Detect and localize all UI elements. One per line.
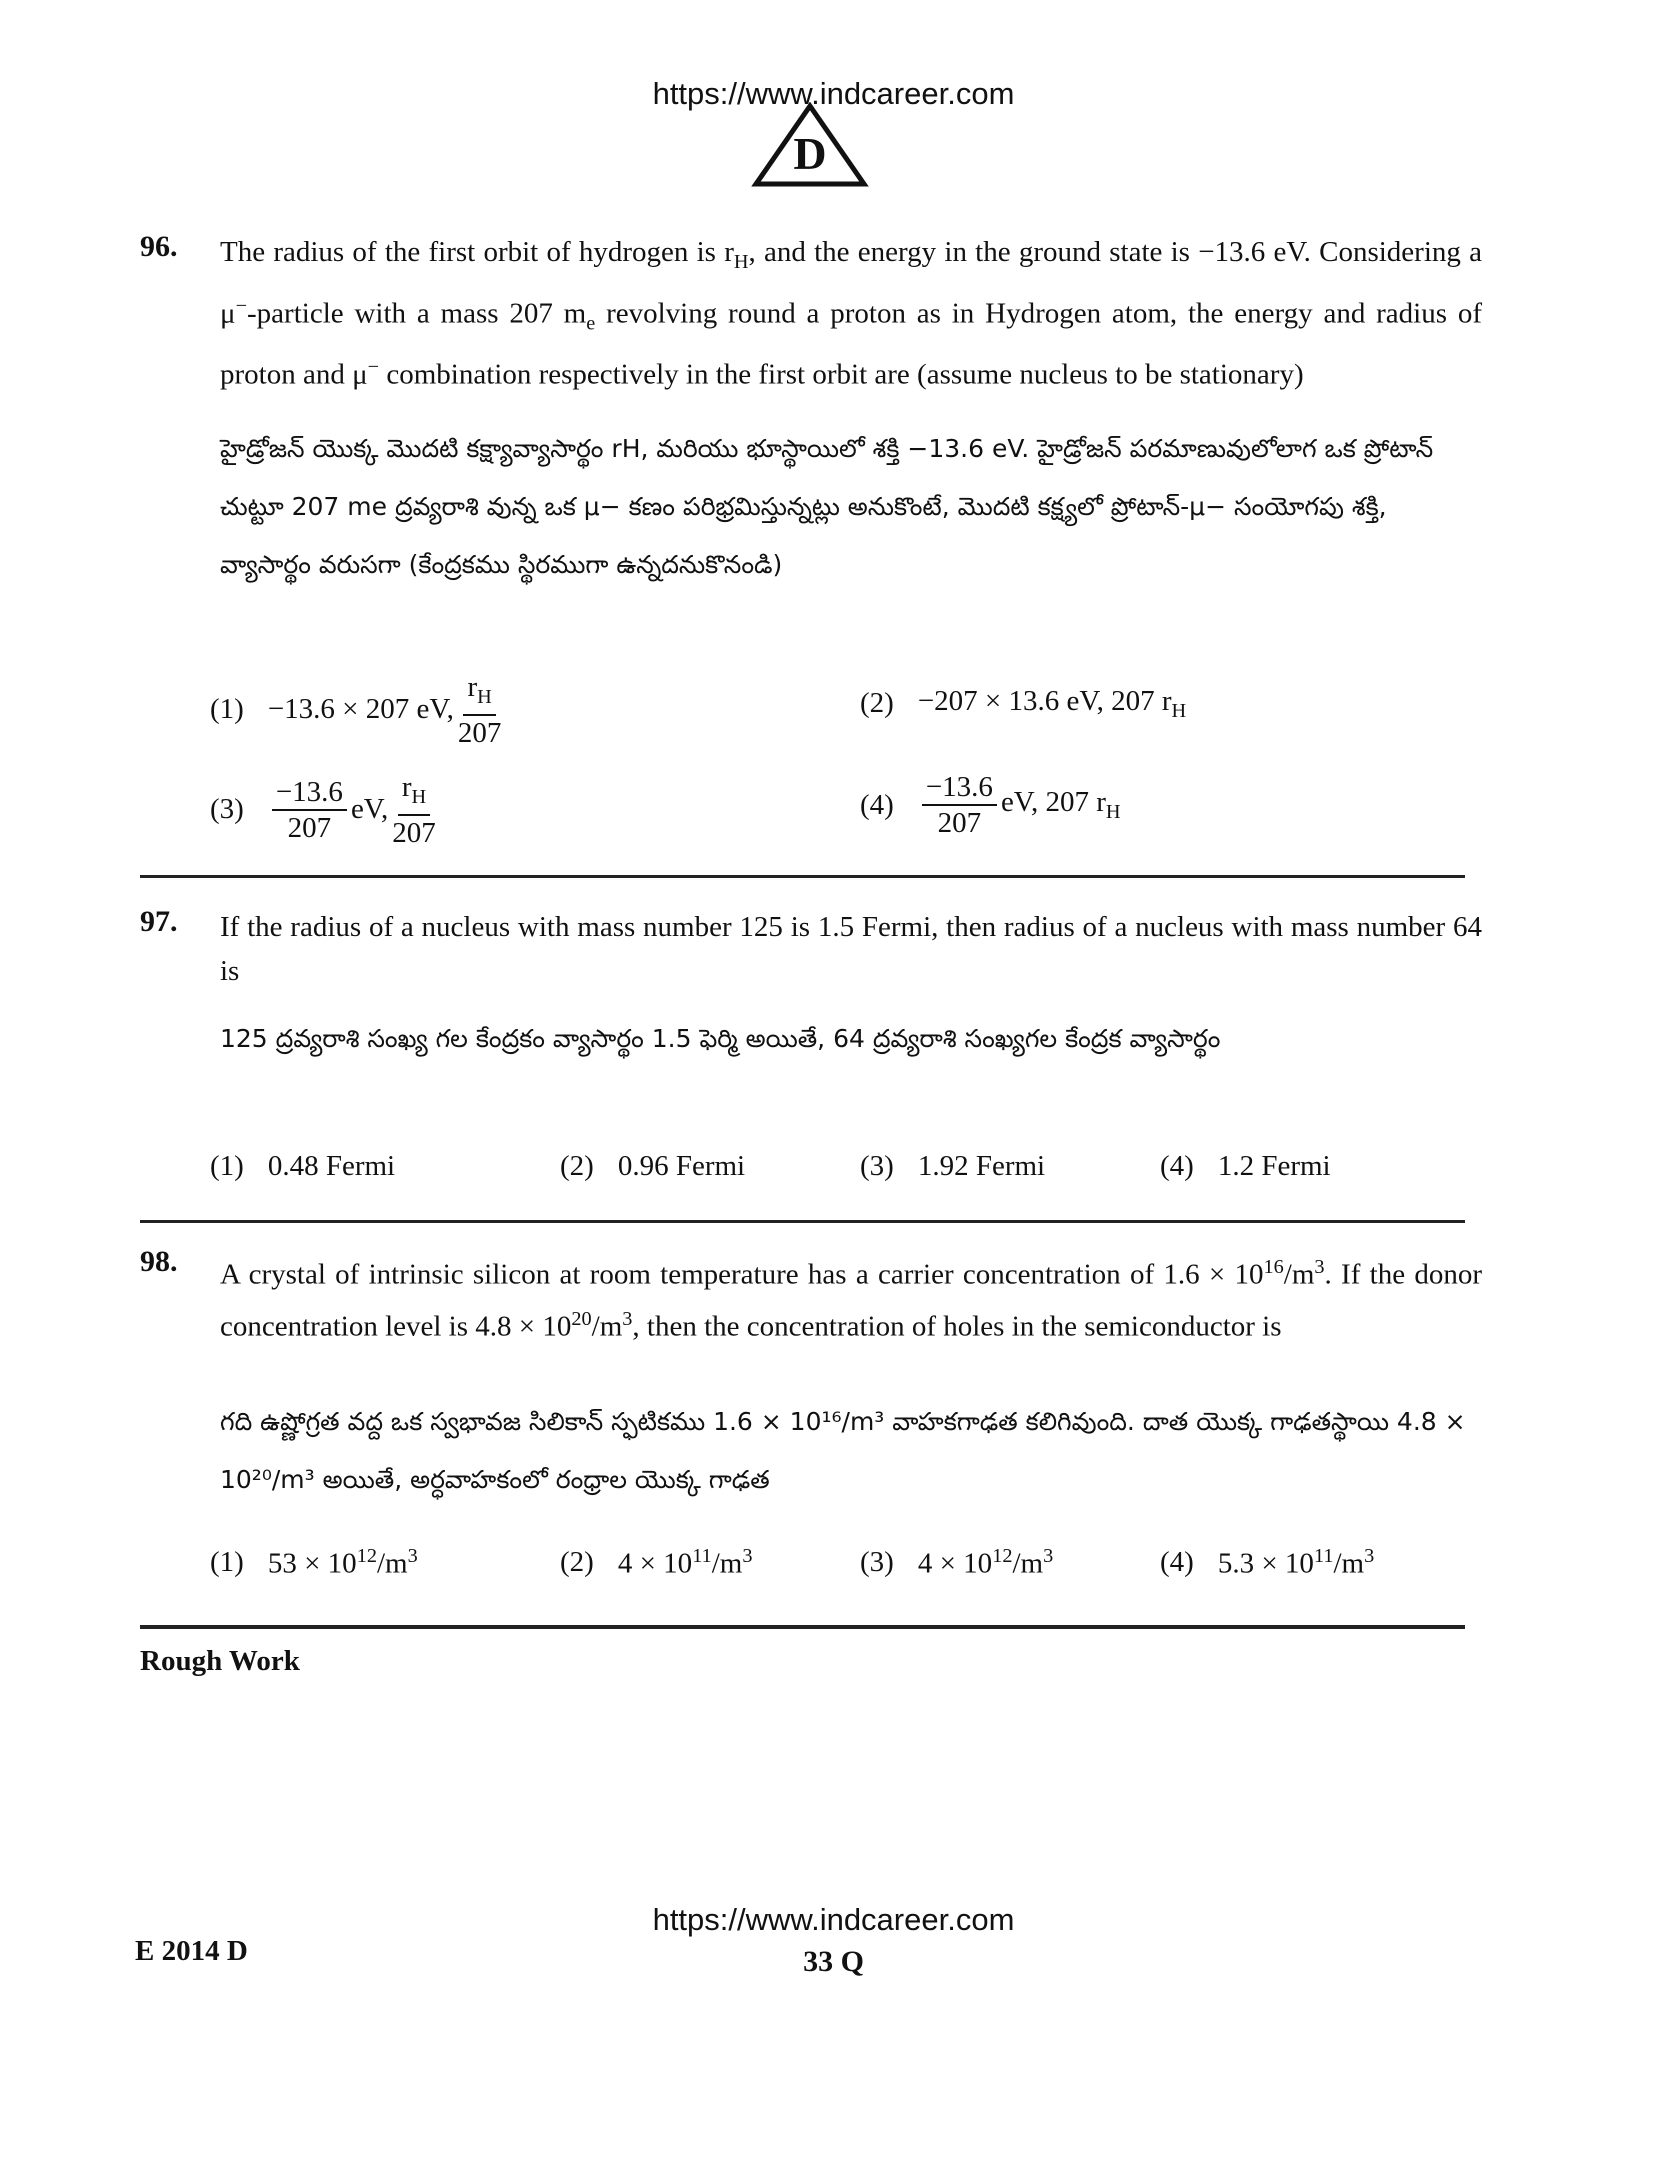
footer-url[interactable]: https://www.indcareer.com <box>652 1902 1015 1937</box>
option-2[interactable] <box>560 1150 745 1183</box>
option-text: 0.96 Fermi <box>617 1150 746 1182</box>
option-number: (2) <box>860 687 894 720</box>
question-text-telugu: గది ఉష్ణోగ్రత వద్ద ఒక స్వభావజ సిలికాన్ స్ఫటికము 1.6 × 10¹⁶/m³ వాహకగాఢత కలిగివుంది. దాత యొక్క గాఢతస్థాయి 4.8 × 10²⁰/m³ అయితే, అర్ధవాహకంలో రంధ్రాల యొక్క గాఢత <box>220 1407 1466 1494</box>
option-text: 0.48 Fermi <box>267 1150 396 1182</box>
question-98 <box>140 1245 1480 1605</box>
page-number: 33 Q <box>803 1945 864 1978</box>
booklet-code: D <box>793 128 827 179</box>
exam-code: E 2014 D <box>135 1935 248 1967</box>
question-text-english: If the radius of a nucleus with mass number 125 is 1.5 Fermi, then radius of a nucleus with mass number 64 is <box>220 911 1482 987</box>
option-text: eV, 207 $r_H$ <box>1000 786 1121 823</box>
option-text: $53 \times 10^{12}/m^3$ <box>267 1545 418 1580</box>
question-number: 97. <box>140 905 178 938</box>
question-text-telugu: హైడ్రోజన్ యొక్క మొదటి కక్ష్యావ్యాసార్థం rH, మరియు భూస్థాయిలో శక్తి −13.6 eV. హైడ్రోజన్ పరమాణువులోలాగ ఒక ప్రోటాన్ చుట్టూ 207 me ద్రవ్యరాశి వున్న ఒక μ− కణం పరిభ్రమిస్తున్నట్లు అనుకొంటే, మొదటి కక్ష్యలో ప్రోటాన్-μ− సంయోగపు శక్తి, వ్యాసార్థం వరుసగా (కేంద్రకము స్థిరముగా ఉన్నదనుకొనండి) <box>220 434 1434 579</box>
question-96 <box>140 230 1480 870</box>
option-3[interactable] <box>860 1545 1053 1581</box>
fraction: $\frac{-13.6}{207}$ <box>272 775 347 845</box>
question-text-english: The radius of the first orbit of hydrogen is $r_H$, and the energy in the ground state is −13.6 eV. Considering a μ−-particle with a mass 207 $m_e$ revolving round a proton as in Hydrogen atom, the energy and radius of proton and μ− combination respectively in the first orbit are (assume nucleus to be stationary) <box>220 236 1482 391</box>
header-url[interactable]: https://www.indcareer.com <box>652 76 1015 111</box>
option-2[interactable] <box>860 685 1186 723</box>
option-number: (4) <box>1160 1150 1194 1182</box>
question-text-english: A crystal of intrinsic silicon at room temperature has a carrier concentration of $1.6 \times 10^{16}/m^3$. If the donor concentration level is $4.8 \times 10^{20}/m^3$, then the concentration of holes in the semiconductor is <box>220 1256 1482 1343</box>
question-97 <box>140 905 1480 1195</box>
option-text: −13.6 × 207 eV, <box>267 693 454 726</box>
fraction: $\frac{-13.6}{207}$ <box>922 770 997 840</box>
option-text: −207 × 13.6 eV, 207 $r_H$ <box>917 685 1187 722</box>
fraction: $\frac{r_H}{207}$ <box>457 671 502 749</box>
option-2[interactable] <box>560 1545 752 1581</box>
option-text: eV, <box>350 793 389 826</box>
option-4[interactable] <box>860 770 1121 840</box>
option-number: (1) <box>210 693 244 726</box>
option-3[interactable] <box>860 1150 1045 1183</box>
option-4[interactable] <box>1160 1545 1374 1581</box>
option-text: 1.2 Fermi <box>1217 1150 1331 1182</box>
option-3[interactable] <box>210 770 440 850</box>
divider <box>140 875 1465 878</box>
option-1[interactable] <box>210 1150 395 1183</box>
option-1[interactable] <box>210 670 505 750</box>
option-number: (2) <box>560 1150 594 1182</box>
option-number: (3) <box>860 1546 894 1579</box>
option-number: (1) <box>210 1546 244 1579</box>
option-number: (1) <box>210 1150 244 1182</box>
question-number: 96. <box>140 230 178 263</box>
option-number: (3) <box>210 793 244 826</box>
question-number: 98. <box>140 1245 178 1278</box>
rough-work-label: Rough Work <box>140 1645 300 1677</box>
option-text: $4 \times 10^{11}/m^3$ <box>617 1545 753 1580</box>
option-text: $5.3 \times 10^{11}/m^3$ <box>1217 1545 1375 1580</box>
option-number: (4) <box>860 788 894 821</box>
option-number: (2) <box>560 1546 594 1579</box>
option-number: (4) <box>1160 1546 1194 1579</box>
option-4[interactable] <box>1160 1150 1331 1183</box>
booklet-code-badge <box>750 102 870 188</box>
option-number: (3) <box>860 1150 894 1182</box>
question-text-telugu: 125 ద్రవ్యరాశి సంఖ్య గల కేంద్రకం వ్యాసార్థం 1.5 ఫెర్మి అయితే, 64 ద్రవ్యరాశి సంఖ్యగల కేంద్రక వ్యాసార్థం <box>220 1024 1221 1053</box>
option-text: $4 \times 10^{12}/m^3$ <box>917 1545 1054 1580</box>
option-1[interactable] <box>210 1545 418 1581</box>
divider <box>140 1220 1465 1223</box>
fraction: $\frac{r_H}{207}$ <box>392 771 436 849</box>
divider <box>140 1625 1465 1629</box>
option-text: 1.92 Fermi <box>917 1150 1046 1182</box>
